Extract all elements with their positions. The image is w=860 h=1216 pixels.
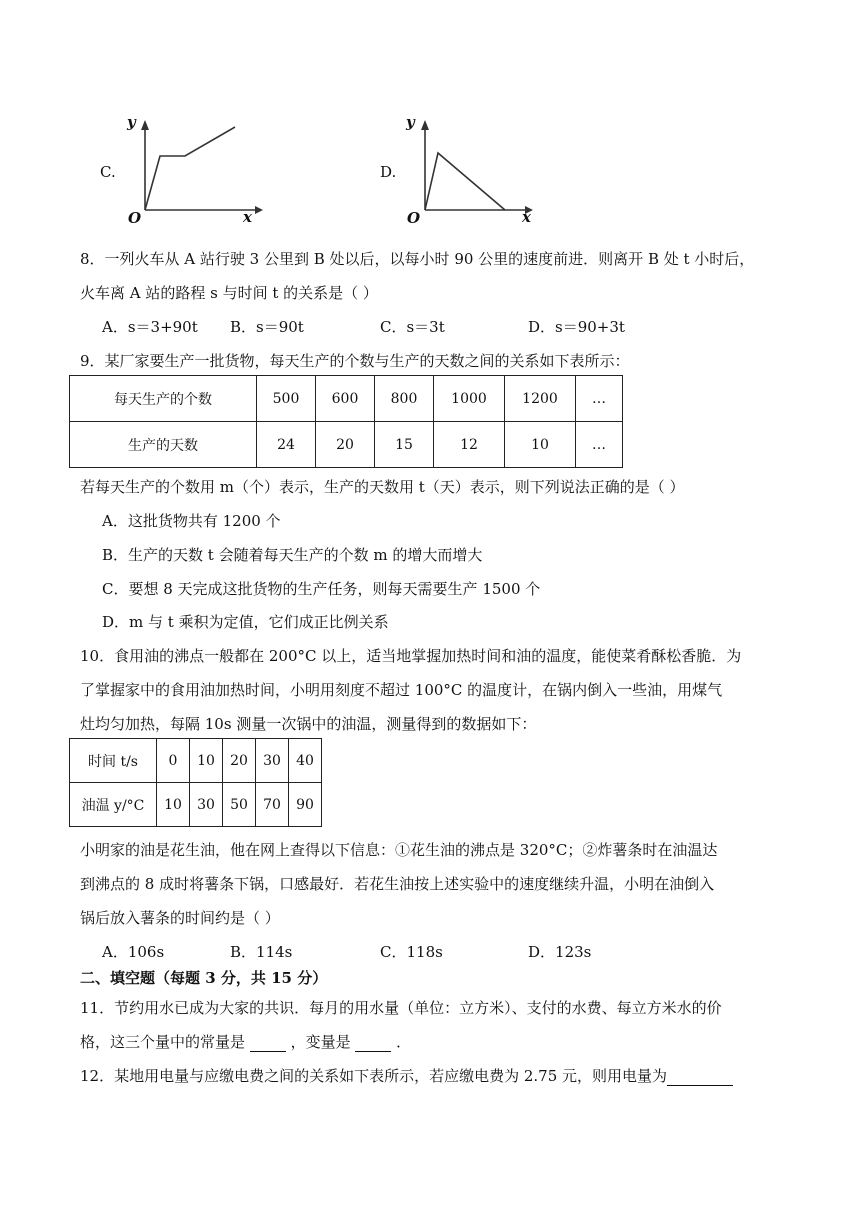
q9-stem: 9．某厂家要生产一批货物，每天生产的个数与生产的天数之间的关系如下表所示： <box>80 352 630 370</box>
table-cell: 30 <box>190 783 223 827</box>
q9-option-c: C．要想 8 天完成这批货物的生产任务，则每天需要生产 1500 个 <box>102 580 541 598</box>
q9-follow: 若每天生产的个数用 m（个）表示，生产的天数用 t（天）表示，则下列说法正确的是（ ） <box>80 478 685 496</box>
graph-d-x-label: x <box>522 208 531 226</box>
q12-line1 <box>80 1065 733 1086</box>
table-row <box>70 376 623 422</box>
table-cell: 生产的天数 <box>70 422 257 468</box>
table-cell: 1000 <box>434 376 505 422</box>
q10-after-line3: 锅后放入薯条的时间约是（ ） <box>80 909 280 927</box>
q9-table <box>69 375 623 468</box>
table-cell: … <box>576 376 623 422</box>
table-row <box>70 783 322 827</box>
table-cell: 90 <box>289 783 322 827</box>
table-cell: 800 <box>375 376 434 422</box>
graph-c-y-label: y <box>127 113 136 131</box>
table-cell: 油温 y/°C <box>70 783 157 827</box>
graph-d-label: D. <box>380 163 397 181</box>
table-cell: 1200 <box>505 376 576 422</box>
table-row <box>70 739 322 783</box>
q10-after-line2: 到沸点的 8 成时将薯条下锅，口感最好．若花生油按上述实验中的速度继续升温，小明在油倒入 <box>80 875 715 893</box>
graph-d-y-label: y <box>406 113 415 131</box>
graph-d-origin-label: O <box>407 209 421 227</box>
section-heading: 二、填空题（每题 3 分，共 15 分） <box>80 969 328 987</box>
q10-after-line1: 小明家的油是花生油，他在网上查得以下信息：①花生油的沸点是 320°C；②炸薯条时在油温达 <box>80 841 718 859</box>
usage-answer-blank[interactable] <box>667 1071 733 1086</box>
table-cell: 每天生产的个数 <box>70 376 257 422</box>
q8-option-a: A．s＝3+90t <box>102 318 198 336</box>
q10-table <box>69 738 322 827</box>
table-cell: 70 <box>256 783 289 827</box>
q12-text: 12．某地用电量与应缴电费之间的关系如下表所示，若应缴电费为 2.75 元，则用电量为 <box>80 1067 668 1085</box>
table-cell: 40 <box>289 739 322 783</box>
q11-line2 <box>80 1031 411 1052</box>
q9-option-d: D．m 与 t 乘积为定值，它们成正比例关系 <box>102 613 389 631</box>
graph-c-label: C. <box>100 163 116 181</box>
q8-stem-line1: 8．一列火车从 A 站行驶 3 公里到 B 处以后，以每小时 90 公里的速度前进．则离开 B 处 t 小时后， <box>80 250 755 268</box>
q8-stem-line2: 火车离 A 站的路程 s 与时间 t 的关系是（ ） <box>80 284 378 302</box>
q11-text-b: ，变量是 <box>290 1033 351 1051</box>
q8-option-c: C．s＝3t <box>380 318 445 336</box>
q8-option-b: B．s＝90t <box>230 318 304 336</box>
q11-line1: 11．节约用水已成为大家的共识．每月的用水量（单位：立方米）、支付的水费、每立方米水的价 <box>80 999 722 1017</box>
table-cell: 0 <box>157 739 190 783</box>
variable-answer-blank[interactable] <box>355 1037 391 1052</box>
graph-c-x-label: x <box>243 208 252 226</box>
table-cell: 20 <box>223 739 256 783</box>
table-cell: … <box>576 422 623 468</box>
table-cell: 50 <box>223 783 256 827</box>
q8-option-d: D．s＝90+3t <box>528 318 625 336</box>
table-cell: 15 <box>375 422 434 468</box>
table-cell: 10 <box>157 783 190 827</box>
q10-option-a: A．106s <box>102 943 165 961</box>
table-cell: 12 <box>434 422 505 468</box>
table-row <box>70 422 623 468</box>
q11-text-c: ． <box>396 1033 412 1051</box>
table-cell: 30 <box>256 739 289 783</box>
q10-stem-line3: 灶均匀加热，每隔 10s 测量一次锅中的油温，测量得到的数据如下： <box>80 715 537 733</box>
q10-stem-line1: 10．食用油的沸点一般都在 200°C 以上，适当地掌握加热时间和油的温度，能使菜肴酥松香脆．为 <box>80 647 742 665</box>
constant-answer-blank[interactable] <box>250 1037 286 1052</box>
table-cell: 10 <box>505 422 576 468</box>
q9-option-b: B．生产的天数 t 会随着每天生产的个数 m 的增大而增大 <box>102 546 483 564</box>
q10-stem-line2: 了掌握家中的食用油加热时间，小明用刻度不超过 100°C 的温度计，在锅内倒入一些油，用煤气 <box>80 681 723 699</box>
table-cell: 600 <box>316 376 375 422</box>
q9-option-a: A．这批货物共有 1200 个 <box>102 512 281 530</box>
table-cell: 20 <box>316 422 375 468</box>
q10-option-b: B．114s <box>230 943 293 961</box>
table-cell: 10 <box>190 739 223 783</box>
q10-option-c: C．118s <box>380 943 443 961</box>
table-cell: 时间 t/s <box>70 739 157 783</box>
q11-text-a: 格，这三个量中的常量是 <box>80 1033 246 1051</box>
table-cell: 500 <box>257 376 316 422</box>
q10-option-d: D．123s <box>528 943 592 961</box>
table-cell: 24 <box>257 422 316 468</box>
graph-c-origin-label: O <box>128 209 142 227</box>
